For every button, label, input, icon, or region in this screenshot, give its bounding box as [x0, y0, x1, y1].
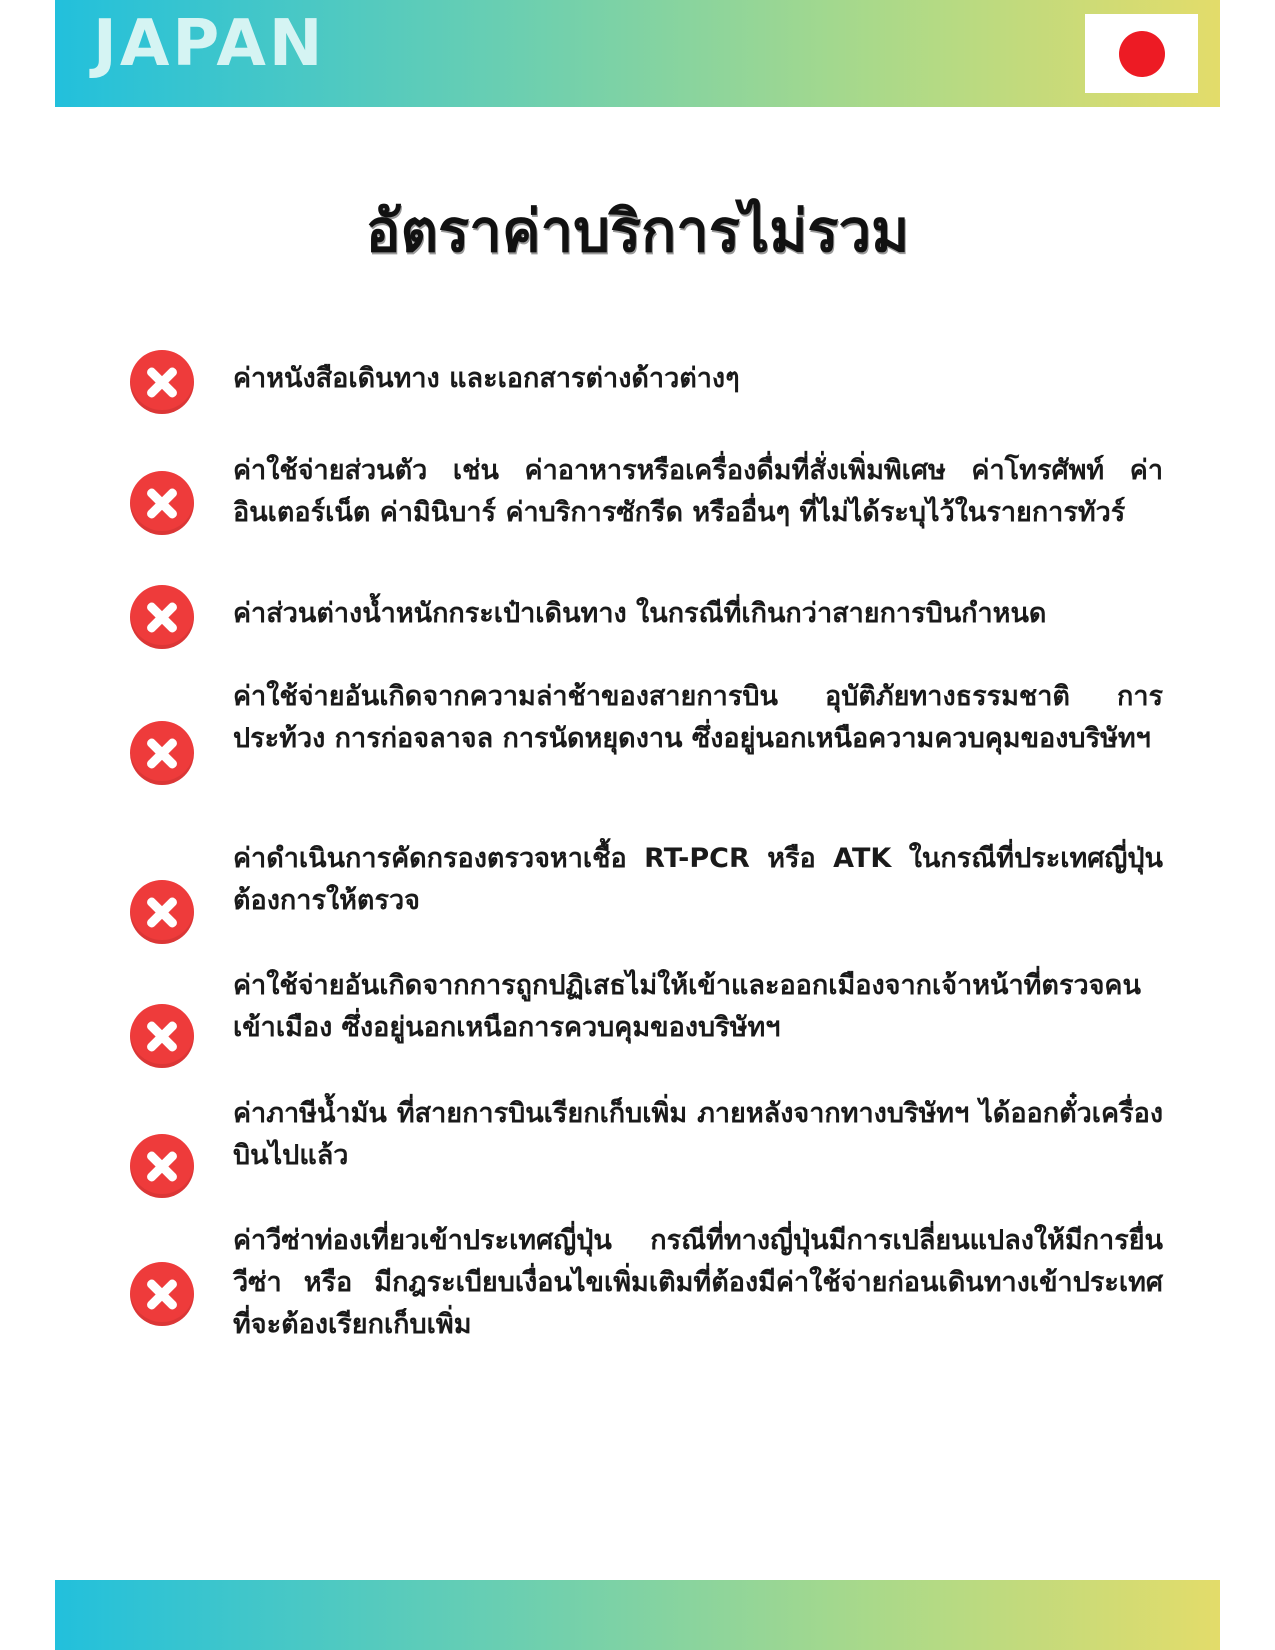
- flag-sun-disc: [1119, 31, 1165, 77]
- exclusion-text: ค่าส่วนต่างน้ำหนักกระเป๋าเดินทาง ในกรณีที่เกินกว่าสายการบินกำหนด: [233, 598, 1047, 629]
- x-circle-icon: [130, 721, 194, 785]
- footer-banner: [55, 1580, 1220, 1650]
- exclusion-text: ค่าใช้จ่ายส่วนตัว เช่น ค่าอาหารหรือเครื่องดื่มที่สั่งเพิ่มพิเศษ ค่าโทรศัพท์ ค่าอินเตอร์เน็ต ค่ามินิบาร์ ค่าบริการซักรีด หรืออื่นๆ ที่ไม่ได้ระบุไว้ในรายการทัวร์: [233, 455, 1163, 528]
- x-circle-icon: [130, 1004, 194, 1068]
- exclusion-text: ค่าวีซ่าท่องเที่ยวเข้าประเทศญี่ปุ่น กรณีที่ทางญี่ปุ่นมีการเปลี่ยนแปลงให้มีการยื่นวีซ่า หรือ มีกฎระเบียบเงื่อนไขเพิ่มเติมที่ต้องมีค่าใช้จ่ายก่อนเดินทางเข้าประเทศ ที่จะต้องเรียกเก็บเพิ่ม: [233, 1225, 1163, 1340]
- x-circle-icon: [130, 880, 194, 944]
- x-circle-icon: [130, 585, 194, 649]
- country-title: JAPAN: [93, 7, 326, 81]
- page-title: อัตราค่าบริการไม่รวม: [365, 197, 910, 265]
- exclusion-text: ค่าภาษีน้ำมัน ที่สายการบินเรียกเก็บเพิ่ม ภายหลังจากทางบริษัทฯ ได้ออกตั๋วเครื่องบินไปแล้ว: [233, 1098, 1163, 1171]
- x-circle-icon: [130, 471, 194, 535]
- exclusion-text: ค่าหนังสือเดินทาง และเอกสารต่างด้าวต่างๆ: [233, 363, 740, 394]
- exclusion-text: ค่าดำเนินการคัดกรองตรวจหาเชื้อ RT-PCR หรือ ATK ในกรณีที่ประเทศญี่ปุ่นต้องการให้ตรวจ: [233, 843, 1163, 916]
- japan-flag-icon: [1085, 14, 1198, 93]
- x-circle-icon: [130, 1262, 194, 1326]
- header-banner: [55, 0, 1220, 107]
- exclusion-text: ค่าใช้จ่ายอันเกิดจากความล่าช้าของสายการบิน อุบัติภัยทางธรรมชาติ การประท้วง การก่อจลาจล การนัดหยุดงาน ซึ่งอยู่นอกเหนือความควบคุมของบริษัทฯ: [233, 681, 1163, 754]
- x-circle-icon: [130, 350, 194, 414]
- x-circle-icon: [130, 1134, 194, 1198]
- exclusion-text: ค่าใช้จ่ายอันเกิดจากการถูกปฏิเสธไม่ให้เข้าและออกเมืองจากเจ้าหน้าที่ตรวจคนเข้าเมือง ซึ่งอยู่นอกเหนือการควบคุมของบริษัทฯ: [233, 970, 1141, 1043]
